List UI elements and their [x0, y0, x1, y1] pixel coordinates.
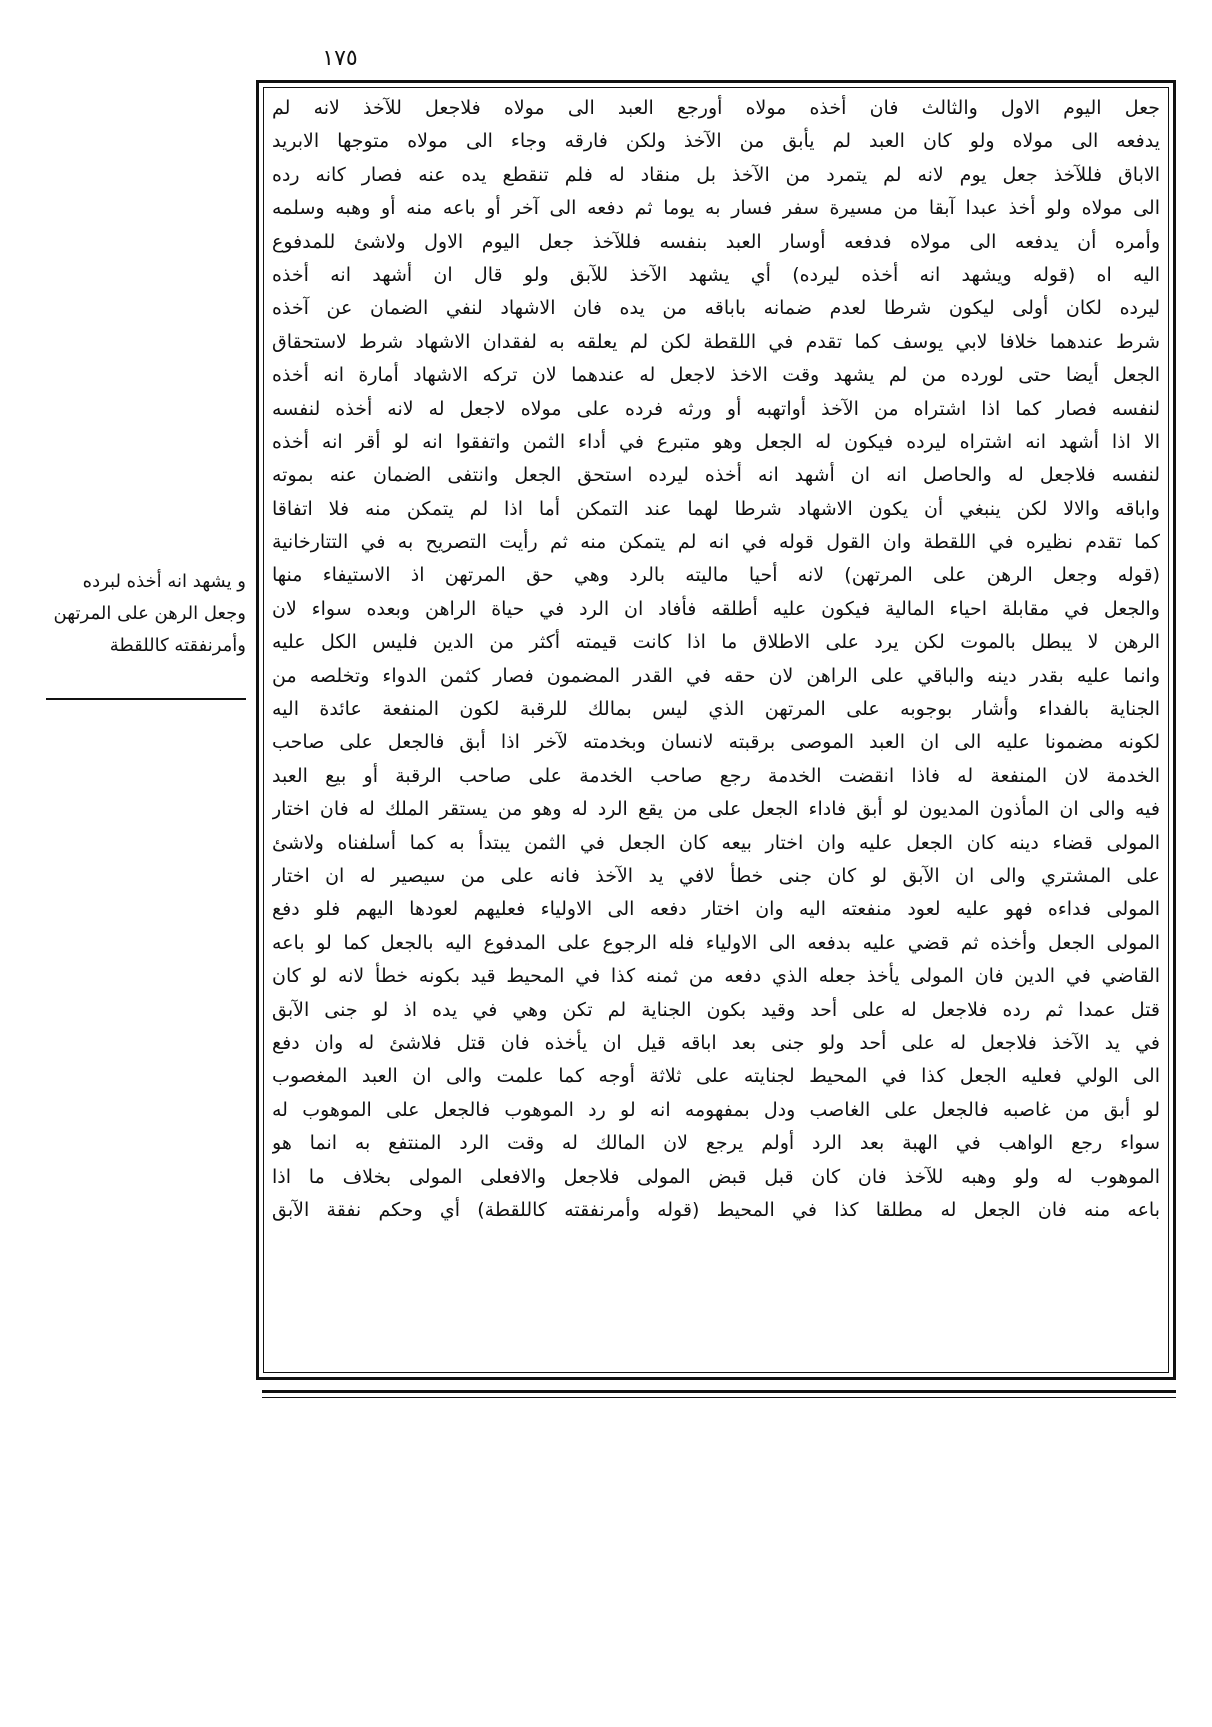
- text-line: الخدمة لان المنفعة له فاذا انقضت الخدمة رجع صاحب الخدمة على صاحب الرقبة أو بيع العبد: [272, 764, 1160, 787]
- text-line: الى مولاه ولو أخذ عبدا آبقا من مسيرة سفر فسار به يوما ثم دفعه الى آخر أو باعه منه أو وهبه وسلمه: [272, 197, 1160, 220]
- text-line: وأمره أن يدفعه الى مولاه فدفعه أوسار العبد بنفسه فللآخذ جعل اليوم الاول ولاشئ للمدفوع: [272, 230, 1160, 253]
- text-line: الجعل أيضا حتى لورده من لم يشهد وقت الاخذ لاجعل له عندهما لان تركه الاشهاد أمارة انه أخذه: [272, 364, 1160, 387]
- text-line: المولى فداءه فهو عليه لعود منفعته اليه وان اختار دفعه الى الاولياء فعليهم لعودها اليهم فلو دفع: [272, 898, 1160, 921]
- margin-note-rule: [46, 698, 246, 700]
- text-line: جعل اليوم الاول والثالث فان أخذه مولاه أورجع العبد الى مولاه فلاجعل للآخذ لانه لم: [272, 97, 1160, 119]
- text-line: سواء رجع الواهب في الهبة بعد الرد أولم يرجع لان المالك له وقت الرد المنتفع به انما هو: [272, 1132, 1160, 1155]
- text-line: وانما عليه بقدر دينه والباقي على الراهن لان حقه في القدر المضمون فصار كثمن الدواء وتخلصه من: [272, 664, 1160, 687]
- bottom-rule: [262, 1390, 1176, 1393]
- text-line: المولى قضاء دينه كان الجعل عليه وان اختار بيعه كان الجعل في الثمن يبتدأ به كما أسلفناه ولاشئ: [272, 831, 1160, 854]
- margin-note: [46, 566, 246, 662]
- text-line: ليرده لكان أولى ليكون شرطا لعدم ضمانه باباقه من يده فان الاشهاد لنفي الضمان عن آخذه: [272, 297, 1160, 320]
- text-line: الاباق فللآخذ جعل يوم لانه لم يتمرد من الآخذ بل منقاد له فلم تنقطع يده عنه فصار كانه رده: [272, 163, 1160, 186]
- text-line: اليه اه (قوله ويشهد انه أخذه ليرده) أي يشهد الآخذ للآبق ولو قال ان أشهد انه أخذه: [272, 263, 1160, 286]
- text-line: (قوله وجعل الرهن على المرتهن) لانه أحيا ماليته بالرد وهي حق المرتهن اذ الاستيفاء منها: [272, 564, 1160, 587]
- text-line: الرهن لا يبطل بالموت لكن يرد على الاطلاق ما اذا كانت قيمته أكثر من الدين فليس الكل عليه: [272, 631, 1160, 654]
- text-line: المولى الجعل وأخذه ثم قضي عليه بدفعه الى الاولياء فله الرجوع على المدفوع اليه بالجعل كما لو باعه: [272, 931, 1160, 954]
- text-line: الجناية بالفداء وأشار بوجوبه على المرتهن الذي ليس بمالك للرقبة لكون المنفعة عائدة اليه: [272, 698, 1160, 721]
- text-line: الموهوب له ولو وهبه للآخذ فان كان قبل قبض المولى فلاجعل والافعلى المولى بخلاف ما اذا: [272, 1165, 1160, 1188]
- page-number: ١٧٥: [322, 46, 358, 71]
- margin-note-line: و يشهد انه أخذه لبرده: [82, 571, 246, 592]
- text-line: لنفسه فصار كما اذا اشتراه من الآخذ أواتهبه أو ورثه فرده على مولاه لاجعل له لانه أخذه لنفسه: [272, 397, 1160, 420]
- margin-note-line: وأمرنفقته كاللقطة: [109, 635, 246, 656]
- main-text-body: [272, 92, 1160, 1366]
- text-line: الى الولي فعليه الجعل كذا في المحيط لجنايته على ثلاثة أوجه كما علمت والى ان العبد المغصوب: [272, 1065, 1160, 1088]
- text-line: لنفسه فلاجعل له والحاصل انه ان أشهد انه أخذه ليرده استحق الجعل وانتفى الضمان عنه بموته: [272, 464, 1160, 487]
- text-line: والجعل في مقابلة احياء المالية فيكون عليه أطلقه فأفاد ان الرد في حياة الراهن وبعده سواء لان: [272, 597, 1160, 620]
- text-line: القاضي في الدين فان المولى يأخذ جعله الذي دفعه من ثمنه كذا في المحيط قيد بكونه خطأ لانه لو كان: [272, 965, 1160, 988]
- text-line: كما تقدم نظيره في اللقطة وان القول قوله في انه لم يتمكن منه ثم رأيت التصريح به في التتارخانية: [272, 531, 1160, 554]
- margin-note-line: وجعل الرهن على المرتهن: [53, 603, 246, 624]
- bottom-rule-thin: [262, 1397, 1176, 1398]
- text-line: يدفعه الى مولاه ولو كان العبد لم يأبق من الآخذ ولكن فارقه وجاء الى مولاه متوجها الابريد: [272, 130, 1160, 153]
- text-line: شرط عندهما خلافا لابي يوسف كما تقدم في اللقطة لكن لم يعلقه به لفقدان الاشهاد شرط لاستحقاق: [272, 330, 1160, 353]
- text-line: باعه منه فان الجعل له مطلقا كذا في المحيط (قوله وأمرنفقته كاللقطة) أي وحكم نفقة الآبق: [272, 1198, 1160, 1221]
- text-line: الا اذا أشهد انه اشتراه ليرده فيكون له الجعل وهو متبرع في أداء الثمن واتفقوا انه لو أقر انه أخذه: [272, 430, 1160, 453]
- text-line: قتل عمدا ثم رده فلاجعل له على أحد وقيد بكون الجناية لم تكن وهي في يده اذ لو جنى الآبق: [272, 998, 1160, 1021]
- text-line: لو أبق من غاصبه فالجعل على الغاصب ودل بمفهومه انه لو رد الموهوب فالجعل على الموهوب له: [272, 1098, 1160, 1121]
- text-line: لكونه مضمونا عليه الى ان العبد الموصى برقبته لانسان وبخدمته لآخر اذا أبق فالجعل على صاحب: [272, 731, 1160, 754]
- text-line: فيه والى ان المأذون المديون لو أبق فاداء الجعل على من يقع الرد له وهو من يستقر الملك له فان اختار: [272, 798, 1160, 821]
- text-line: واباقه والالا لكن ينبغي أن يكون الاشهاد شرطا لهما عند التمكن أما اذا لم يتمكن منه فلا اتفاقا: [272, 497, 1160, 520]
- text-line: على المشتري والى ان الآبق لو كان جنى خطأ لافي يد الآخذ فانه على من سيصير له ان اختار: [272, 864, 1160, 887]
- text-line: في يد الآخذ فلاجعل له على أحد ولو جنى بعد اباقه قيل ان يأخذه فان قتل فلاشئ له وان دفع: [272, 1031, 1160, 1054]
